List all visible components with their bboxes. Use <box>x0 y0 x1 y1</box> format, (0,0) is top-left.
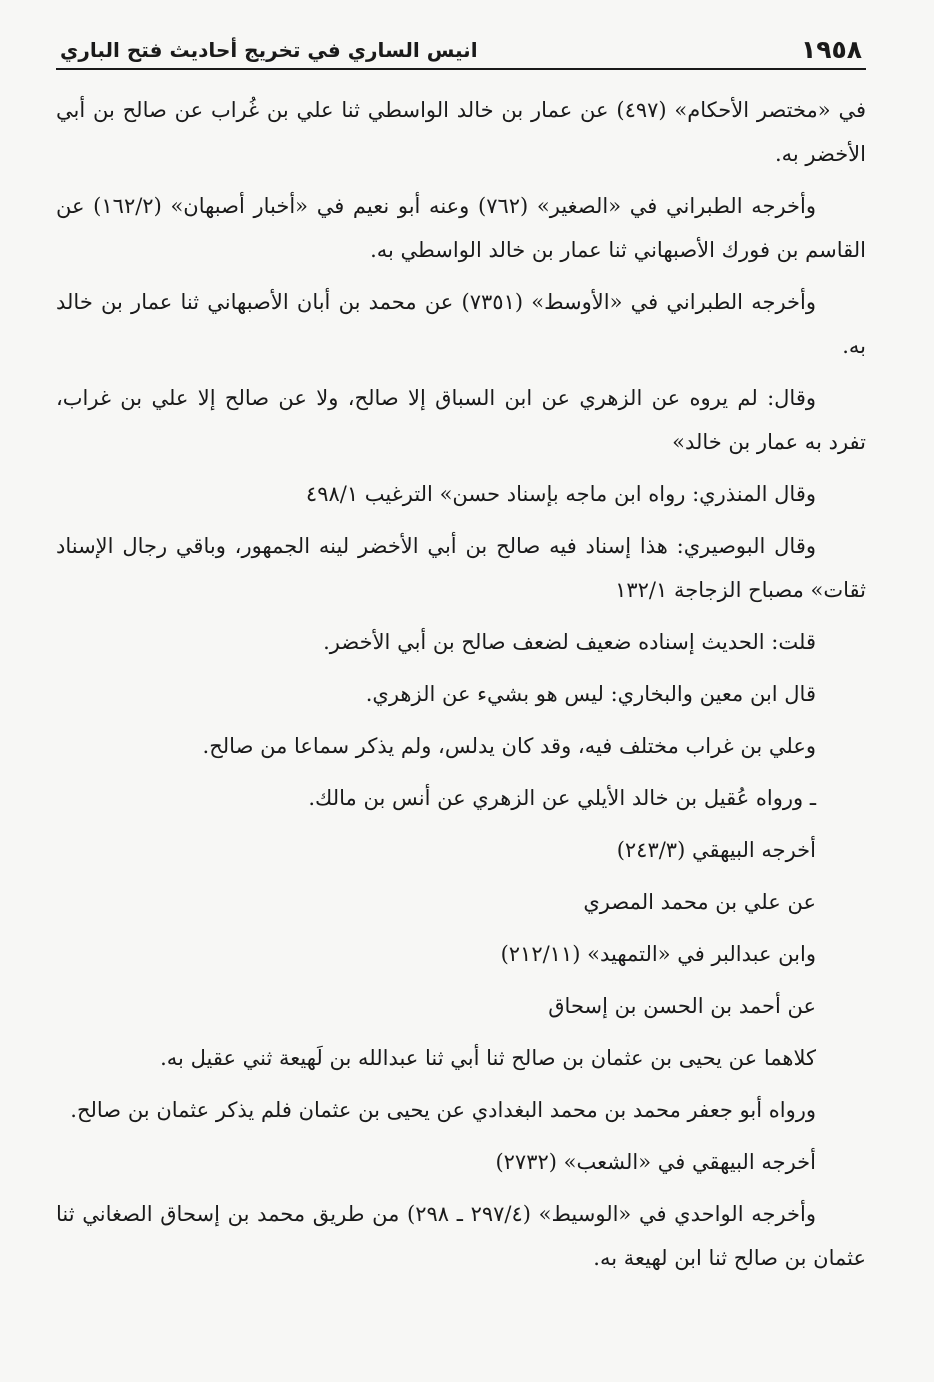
paragraph: ـ ورواه عُقيل بن خالد الأيلي عن الزهري عن أنس بن مالك. <box>308 786 816 810</box>
paragraph: وقال: لم يروه عن الزهري عن ابن السباق إلا صالح، ولا عن صالح إلا علي بن غراب، تفرد به عمار بن خالد» <box>56 386 866 454</box>
paragraph: أخرجه البيهقي في «الشعب» (٢٧٣٢) <box>495 1150 816 1174</box>
paragraph: في «مختصر الأحكام» (٤٩٧) عن عمار بن خالد الواسطي ثنا علي بن غُراب عن صالح بن أبي الأخضر به. <box>56 98 867 166</box>
running-title: انيس الساري في تخريج أحاديث فتح الباري <box>60 38 478 62</box>
paragraph: وأخرجه الطبراني في «الصغير» (٧٦٢) وعنه أبو نعيم في «أخبار أصبهان» (١٦٢/٢) عن القاسم بن فورك الأصبهاني ثنا عمار بن خالد الواسطي به. <box>56 194 866 262</box>
paragraph: أخرجه البيهقي (٢٤٣/٣) <box>616 838 816 862</box>
paragraph: كلاهما عن يحيى بن عثمان بن صالح ثنا أبي ثنا عبدالله بن لَهيعة ثني عقيل به. <box>160 1046 816 1070</box>
page-header <box>56 34 866 70</box>
paragraph: ورواه أبو جعفر محمد بن محمد البغدادي عن يحيى بن عثمان فلم يذكر عثمان بن صالح. <box>70 1098 816 1122</box>
paragraph: وأخرجه الواحدي في «الوسيط» (٢٩٧/٤ ـ ٢٩٨) من طريق محمد بن إسحاق الصغاني ثنا عثمان بن صالح ثنا ابن لهيعة به. <box>56 1202 866 1270</box>
paragraph: وابن عبدالبر في «التمهيد» (٢١٢/١١) <box>500 942 816 966</box>
paragraph: وقال البوصيري: هذا إسناد فيه صالح بن أبي الأخضر لينه الجمهور، وباقي رجال الإسناد ثقات» مصباح الزجاجة ١٣٢/١ <box>56 534 866 602</box>
paragraph: قلت: الحديث إسناده ضعيف لضعف صالح بن أبي الأخضر. <box>323 630 816 654</box>
paragraph: وقال المنذري: رواه ابن ماجه بإسناد حسن» الترغيب ٤٩٨/١ <box>305 482 816 506</box>
paragraph: قال ابن معين والبخاري: ليس هو بشيء عن الزهري. <box>365 682 816 706</box>
paragraph: وأخرجه الطبراني في «الأوسط» (٧٣٥١) عن محمد بن أبان الأصبهاني ثنا عمار بن خالد به. <box>56 290 866 358</box>
book-page <box>56 34 866 1288</box>
paragraph: عن علي بن محمد المصري <box>583 890 816 914</box>
page-number: ١٩٥٨ <box>800 35 862 64</box>
paragraph: وعلي بن غراب مختلف فيه، وقد كان يدلس، ولم يذكر سماعا من صالح. <box>202 734 816 758</box>
page-body <box>56 88 866 1280</box>
paragraph: عن أحمد بن الحسن بن إسحاق <box>548 994 816 1018</box>
